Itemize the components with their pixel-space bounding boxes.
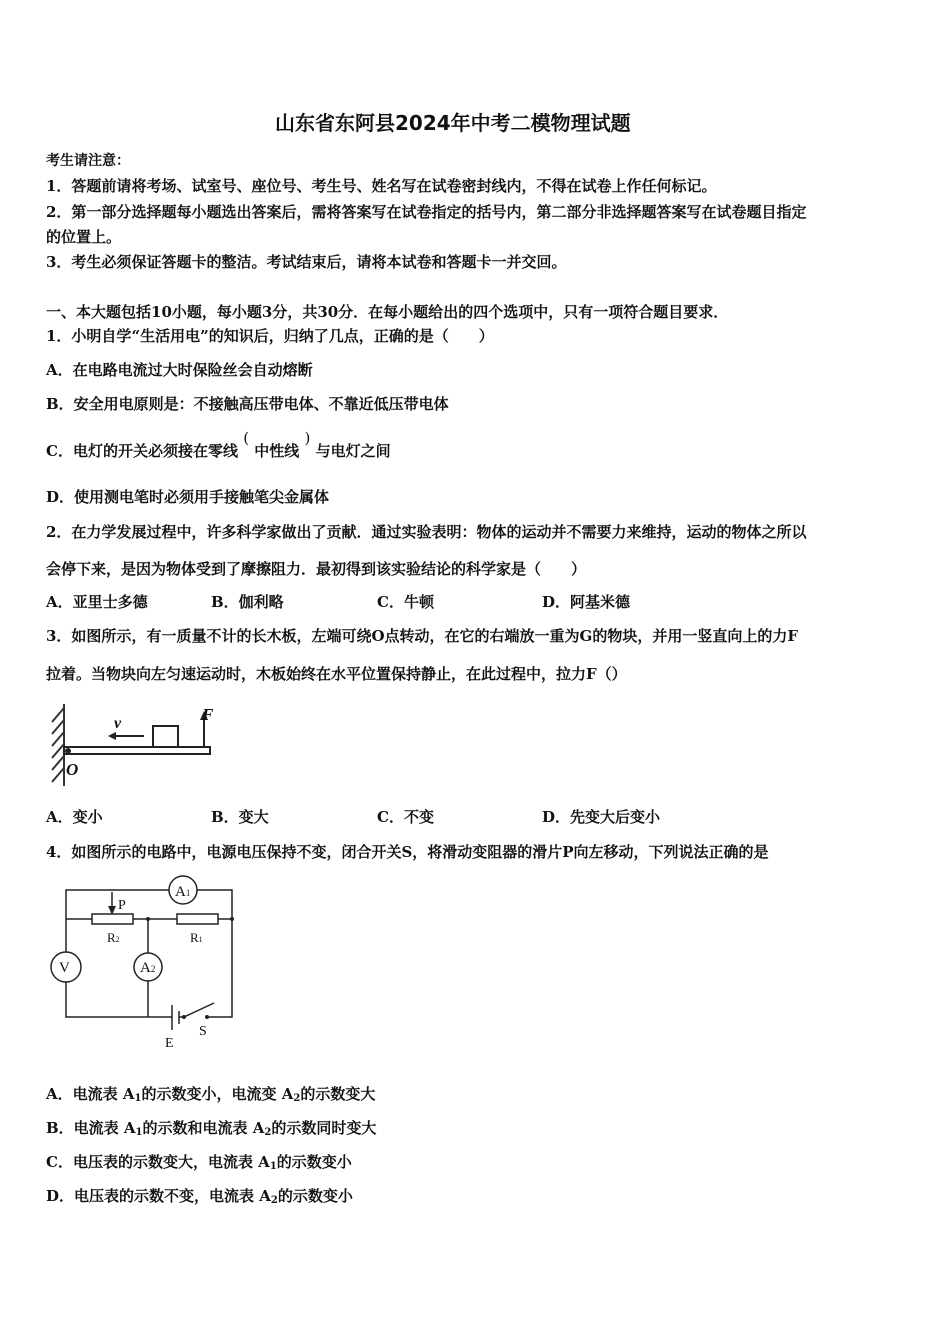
subscript: 2 <box>293 1093 301 1104</box>
notice-item: 1．答题前请将考场、试室号、座位号、考生号、姓名写在试卷密封线内，不得在试卷上作任何标记。 <box>46 177 717 195</box>
option-c-text: C．电灯的开关必须接在零线 <box>46 442 238 460</box>
lever-figure <box>44 698 234 790</box>
option-a: A．亚里士多德 <box>46 593 148 611</box>
option-d: D．阿基米德 <box>542 593 631 611</box>
junction <box>230 917 234 921</box>
paren-right: ) <box>304 429 311 447</box>
block <box>153 726 178 747</box>
option-a: A．在电路电流过大时保险丝会自动熔断 <box>46 361 313 379</box>
velocity-arrow <box>108 732 144 740</box>
option-c <box>46 429 391 461</box>
option-b: B．伽利略 <box>211 593 284 611</box>
option-b: B．安全用电原则是：不接触高压带电体、不靠近低压带电体 <box>46 395 449 413</box>
resistor-r1-label: R1 <box>190 930 203 945</box>
velocity-label: v <box>114 715 122 732</box>
battery-icon <box>172 1005 179 1030</box>
subscript: 1 <box>134 1093 142 1104</box>
option-d-text: 的示数变小 <box>277 1187 353 1205</box>
rheostat-r2-label: R2 <box>107 930 120 945</box>
subscript: 1 <box>135 1127 143 1138</box>
slider-p-label: P <box>118 898 126 913</box>
question-stem: 1．小明自学“生活用电”的知识后，归纳了几点，正确的是（ ） <box>46 327 494 345</box>
question-stem: 3．如图所示，有一质量不计的长木板，左端可绕O点转动，在它的右端放一重为G的物块，并用一竖直向上的力F <box>46 627 798 645</box>
option-c-text: 的示数变小 <box>276 1153 352 1171</box>
option-b-text: B．电流表 A <box>46 1119 136 1137</box>
question-stem: 4．如图所示的电路中，电源电压保持不变，闭合开关S，将滑动变阻器的滑片P向左移动，下列说法正确的是 <box>46 843 769 861</box>
option-a <box>46 1084 375 1109</box>
option-c: C．牛顿 <box>377 593 434 611</box>
option-c-text: C．电压表的示数变大，电流表 A <box>46 1153 270 1171</box>
option-d: D．使用测电笔时必须用手接触笔尖金属体 <box>46 488 330 506</box>
circuit-figure <box>44 872 244 1052</box>
option-a: A．变小 <box>46 808 103 826</box>
notice-item: 2．第一部分选择题每小题选出答案后，需将答案写在试卷指定的括号内，第二部分非选择题答案写在试卷题目指定 <box>46 203 807 221</box>
switch-label: S <box>199 1024 207 1039</box>
option-a-text: 的示数变小，电流变 A <box>141 1085 294 1103</box>
subscript: 1 <box>269 1161 277 1172</box>
option-c <box>46 1152 352 1177</box>
question-stem: 2．在力学发展过程中，许多科学家做出了贡献．通过实验表明：物体的运动并不需要力来维持，运动的物体之所以 <box>46 523 807 541</box>
option-a-text: A．电流表 A <box>46 1085 135 1103</box>
question-stem: 拉着。当物块向左匀速运动时，木板始终在水平位置保持静止，在此过程中，拉力F（） <box>46 665 627 683</box>
option-b-text: 的示数同时变大 <box>271 1119 377 1137</box>
option-b-text: 的示数和电流表 A <box>142 1119 265 1137</box>
option-c: C．不变 <box>377 808 434 826</box>
option-d-text: D．电压表的示数不变，电流表 A <box>46 1187 271 1205</box>
pivot-label: O <box>66 760 79 779</box>
pivot-point <box>65 748 71 754</box>
option-c-post: 与电灯之间 <box>315 442 391 460</box>
option-a-text: 的示数变大 <box>300 1085 376 1103</box>
option-b <box>46 1118 376 1143</box>
option-d: D．先变大后变小 <box>542 808 661 826</box>
option-c-mid: 中性线 <box>254 442 300 460</box>
subscript: 2 <box>270 1195 278 1206</box>
resistor-r1 <box>177 914 218 924</box>
page-title: 山东省东阿县2024年中考二模物理试题 <box>275 111 631 135</box>
slider-p <box>108 892 116 915</box>
paren-left: ( <box>243 429 250 447</box>
option-d <box>46 1186 353 1211</box>
notice-item: 的位置上。 <box>46 228 122 246</box>
section-heading: 一、本大题包括10小题，每小题3分，共30分．在每小题给出的四个选项中，只有一项符合题目要求． <box>46 303 729 321</box>
ammeter-a2-label: A2 <box>140 960 156 976</box>
ammeter-a1-label: A1 <box>175 884 191 900</box>
subscript: 2 <box>264 1127 272 1138</box>
wall <box>52 704 64 786</box>
force-label: F <box>202 705 214 724</box>
board <box>64 747 210 754</box>
battery-label: E <box>165 1036 174 1051</box>
option-b: B．变大 <box>211 808 269 826</box>
rheostat-r2 <box>92 914 133 924</box>
question-stem: 会停下来，是因为物体受到了摩擦阻力．最初得到该实验结论的科学家是（ ） <box>46 560 587 578</box>
voltmeter-label: V <box>59 960 70 976</box>
notice-header: 考生请注意： <box>46 153 130 169</box>
notice-item: 3．考生必须保证答题卡的整洁。考试结束后，请将本试卷和答题卡一并交回。 <box>46 253 567 271</box>
junction <box>146 917 150 921</box>
